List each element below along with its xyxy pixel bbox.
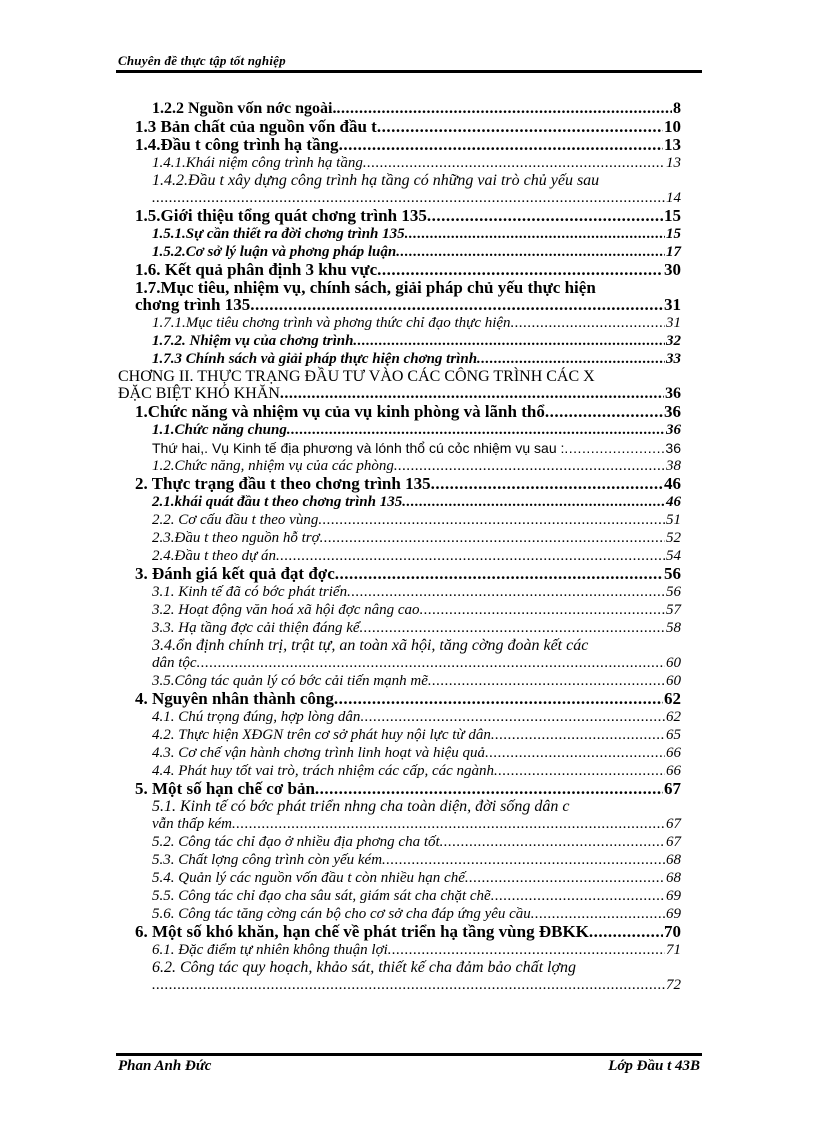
toc-entry: 6. Một số khó khăn, hạn chế về phát triển hạ tầng vùng ĐBKK ..... 70 [135, 923, 681, 941]
toc-entry: 5. Một số hạn chế cơ bản ..... 67 [135, 780, 681, 798]
footer-author: Phan Anh Đức [118, 1058, 212, 1074]
running-header: Chuyên đề thực tập tốt nghiệp [118, 53, 286, 68]
toc-entry: 1.4.Đầu t công trình hạ tầng ..... 13 [135, 136, 681, 154]
toc-entry: 3.3. Hạ tầng đợc cải thiện đáng kể ..... 58 [135, 619, 681, 637]
toc-entry: 1.4.2.Đầu t xây dựng công trình hạ tầng có những vai trò chủ yếu sau ..... 14 [135, 172, 681, 207]
toc-entry: 4.1. Chú trọng đúng, hợp lòng dân ..... 62 [135, 708, 681, 726]
toc-entry: 4.3. Cơ chế vận hành chơng trình linh hoạt và hiệu quả ..... 66 [135, 744, 681, 762]
toc-entry: 1.5.2.Cơ sở lý luận và phơng pháp luận ..... 17 [135, 243, 681, 261]
toc-entry: CHƠNG II. THỰC TRẠNG ĐẦU TƯ VÀO CÁC CÔNG TRÌNH CÁC X ĐẶC BIỆT KHÓ KHĂN ..... 36 [118, 368, 681, 403]
toc-entry: 1.7.3 Chính sách và giải pháp thực hiện chơng trình ..... 33 [135, 350, 681, 368]
toc-entry: 5.6. Công tác tăng cờng cán bộ cho cơ sở cha đáp ứng yêu cầu ..... 69 [135, 905, 681, 923]
toc-entry: 6.1. Đặc điểm tự nhiên không thuận lợi ..... 71 [135, 941, 681, 959]
toc-entry: 1.5.Giới thiệu tổng quát chơng trình 135 ..... 15 [135, 207, 681, 225]
toc-entry: 4.4. Phát huy tốt vai trò, trách nhiệm các cấp, các ngành ..... 66 [135, 762, 681, 780]
toc-entry: 2.1.khái quát đầu t theo chơng trình 135 ..... 46 [135, 493, 681, 511]
toc-entry: 2. Thực trạng đầu t theo chơng trình 135 ..... 46 [135, 475, 681, 493]
toc-entry: 4.2. Thực hiện XĐGN trên cơ sở phát huy nội lực từ dân ..... 65 [135, 726, 681, 744]
toc-entry: 1.7.2. Nhiệm vụ của chơng trình ..... 32 [135, 332, 681, 350]
toc-entry: 3.4.ổn định chính trị, trật tự, an toàn xã hội, tăng cờng đoàn kết các dân tộc ..... 60 [135, 637, 681, 672]
toc-entry: 1.5.1.Sự cần thiết ra đời chơng trình 135 ..... 15 [135, 225, 681, 243]
toc-entry: 1.Chức năng và nhiệm vụ của vụ kinh phòng và lãnh thổ ..... 36 [135, 403, 681, 421]
toc-entry: 3.1. Kinh tế đã có bớc phát triển ..... 56 [135, 583, 681, 601]
toc-entry: 5.4. Quản lý các nguồn vốn đầu t còn nhiều hạn chế ..... 68 [135, 869, 681, 887]
toc-entry: 5.3. Chất lợng công trình còn yếu kém ..... 68 [135, 851, 681, 869]
header-rule [116, 70, 702, 73]
toc-entry: 1.2.Chức năng, nhiệm vụ của các phòng ..... 38 [135, 457, 681, 475]
toc-entry: 1.3 Bản chất của nguồn vốn đầu t ..... 10 [135, 118, 681, 136]
footer-rule [116, 1053, 702, 1056]
toc-entry: 5.2. Công tác chỉ đạo ở nhiều địa phơng cha tốt ..... 67 [135, 833, 681, 851]
footer-class: Lớp Đầu t 43B [608, 1058, 700, 1074]
toc-entry: 3.5.Công tác quản lý có bớc cải tiến mạnh mẽ ..... 60 [135, 672, 681, 690]
toc-entry: 3.2. Hoạt động văn hoá xã hội đợc nâng cao ..... 57 [135, 601, 681, 619]
toc-entry: 3. Đánh giá kết quả đạt đợc ..... 56 [135, 565, 681, 583]
toc-entry: 1.1.Chức năng chung ..... 36 [135, 421, 681, 439]
toc-entry: 2.2. Cơ cấu đầu t theo vùng ..... 51 [135, 511, 681, 529]
toc-entry: Thứ hai,. Vụ Kinh tế địa phương và lónh thổ cú cỏc nhiệm vụ sau : ..... 36 [135, 439, 681, 457]
toc-entry: 5.1. Kinh tế có bớc phát triển nhng cha toàn diện, đời sống dân c vẫn thấp kém ..... 67 [135, 798, 681, 833]
toc-entry: 4. Nguyên nhân thành công ..... 62 [135, 690, 681, 708]
toc-entry: 1.7.1.Mục tiêu chơng trình và phơng thức chỉ đạo thực hiện ..... 31 [135, 314, 681, 332]
toc-entry: 1.4.1.Khái niệm công trình hạ tầng ..... 13 [135, 154, 681, 172]
table-of-contents [118, 100, 681, 994]
toc-entry: 1.2.2 Nguồn vốn nớc ngoài. ..... 8 [135, 100, 681, 118]
toc-entry: 2.4.Đầu t theo dự án ..... 54 [135, 547, 681, 565]
toc-entry: 6.2. Công tác quy hoạch, khảo sát, thiết kế cha đảm bảo chất lợng ..... 72 [135, 959, 681, 994]
toc-entry: 1.7.Mục tiêu, nhiệm vụ, chính sách, giải pháp chủ yếu thực hiện chơng trình 135 ..... 31 [135, 279, 681, 314]
toc-entry: 2.3.Đầu t theo nguồn hỗ trợ ..... 52 [135, 529, 681, 547]
toc-entry: 1.6. Kết quả phân định 3 khu vực ..... 30 [135, 261, 681, 279]
toc-entry: 5.5. Công tác chỉ đạo cha sâu sát, giám sát cha chặt chẽ ..... 69 [135, 887, 681, 905]
